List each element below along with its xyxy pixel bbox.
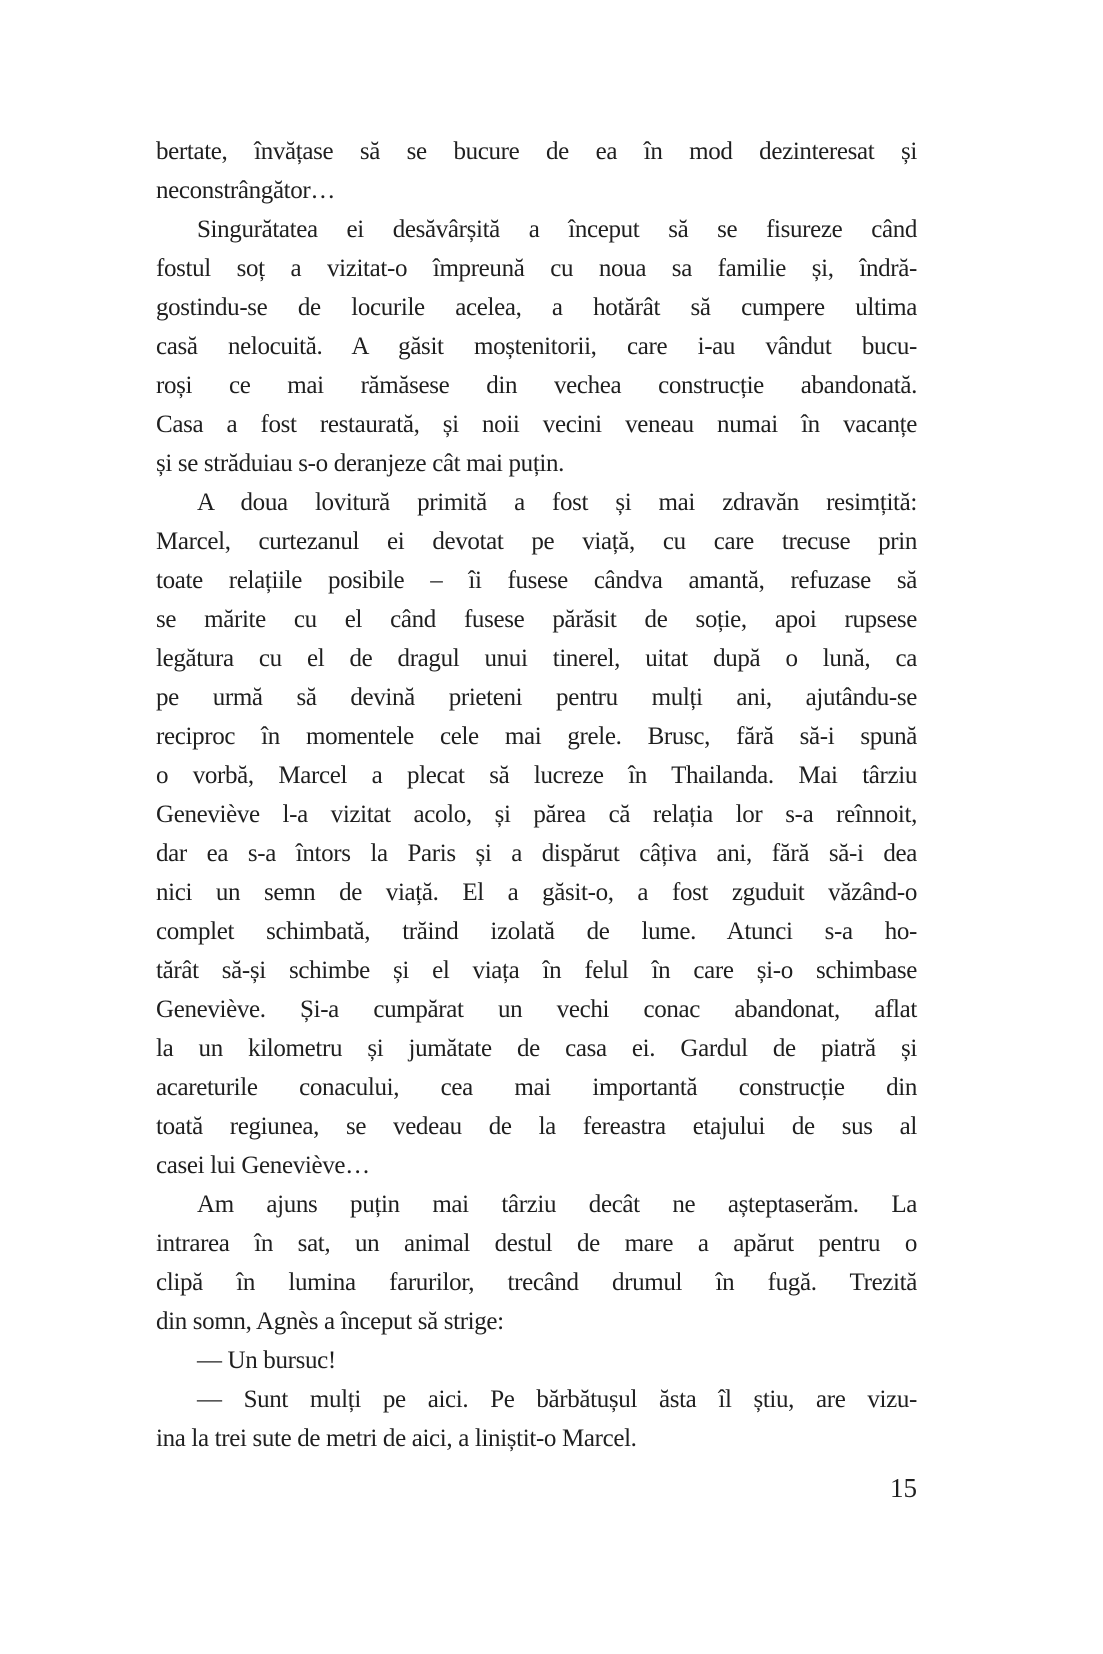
text-line: ina la trei sute de metri de aici, a liniștit-o Marcel. <box>156 1425 637 1452</box>
text-line: o vorbă, Marcel a plecat să lucreze în Thailanda. Mai târziu <box>156 762 917 789</box>
text-line: tărât să-și schimbe și el viața în felul în care și-o schimbase <box>156 957 917 984</box>
paragraph <box>156 1380 917 1458</box>
text-line: Casa a fost restaurată, și noii vecini veneau numai în vacanțe <box>156 411 917 438</box>
text-line: Am ajuns puțin mai târziu decât ne așteptaserăm. La <box>197 1191 917 1218</box>
text-line: casă nelocuită. A găsit moștenitorii, care i-au vândut bucu- <box>156 333 917 360</box>
text-line: acareturile conacului, cea mai importantă construcție din <box>156 1074 917 1101</box>
text-line: toată regiunea, se vedeau de la fereastra etajului de sus al <box>156 1113 917 1140</box>
text-line: complet schimbată, trăind izolată de lume. Atunci s-a ho- <box>156 918 917 945</box>
text-line: A doua lovitură primită a fost și mai zdravăn resimțită: <box>197 489 917 516</box>
text-line: legătura cu el de dragul unui tinerel, uitat după o lună, ca <box>156 645 917 672</box>
text-line: Singurătatea ei desăvârșită a început să se fisureze când <box>197 216 917 243</box>
text-line: casei lui Geneviève… <box>156 1152 370 1179</box>
text-line: — Un bursuc! <box>197 1347 336 1374</box>
page-text <box>156 132 917 1458</box>
text-line: — Sunt mulți pe aici. Pe bărbătușul ăsta îl știu, are vizu- <box>197 1386 917 1413</box>
paragraph <box>156 483 917 1185</box>
text-line: Geneviève l-a vizitat acolo, și părea că relația lor s-a reînnoit, <box>156 801 917 828</box>
page-number: 15 <box>890 1473 917 1503</box>
text-line: și se străduiau s-o deranjeze cât mai puțin. <box>156 450 565 477</box>
text-line: Geneviève. Și-a cumpărat un vechi conac abandonat, aflat <box>156 996 917 1023</box>
text-line: fostul soț a vizitat-o împreună cu noua sa familie și, îndră- <box>156 255 917 282</box>
text-line: bertate, învățase să se bucure de ea în mod dezinteresat și <box>156 138 917 165</box>
text-line: toate relațiile posibile – îi fusese cândva amantă, refuzase să <box>156 567 917 594</box>
text-line: intrarea în sat, un animal destul de mare a apărut pentru o <box>156 1230 917 1257</box>
text-line: neconstrângător… <box>156 177 336 204</box>
text-line: din somn, Agnès a început să strige: <box>156 1308 504 1335</box>
paragraph <box>156 132 917 210</box>
text-line: roși ce mai rămăsese din vechea construcție abandonată. <box>156 372 917 399</box>
text-line: reciproc în momentele cele mai grele. Brusc, fără să-i spună <box>156 723 917 750</box>
text-line: pe urmă să devină prieteni pentru mulți ani, ajutându-se <box>156 684 917 711</box>
text-line: clipă în lumina farurilor, trecând drumul în fugă. Trezită <box>156 1269 917 1296</box>
text-line: la un kilometru și jumătate de casa ei. Gardul de piatră și <box>156 1035 917 1062</box>
paragraph <box>156 210 917 483</box>
paragraph <box>156 1185 917 1341</box>
text-line: dar ea s-a întors la Paris și a dispărut câțiva ani, fără să-i dea <box>156 840 917 867</box>
text-line: Marcel, curtezanul ei devotat pe viață, cu care trecuse prin <box>156 528 917 555</box>
text-line: nici un semn de viață. El a găsit-o, a fost zguduit văzând-o <box>156 879 917 906</box>
text-line: se mărite cu el când fusese părăsit de soție, apoi rupsese <box>156 606 917 633</box>
paragraph <box>156 1341 917 1380</box>
text-line: gostindu-se de locurile acelea, a hotărât să cumpere ultima <box>156 294 917 321</box>
